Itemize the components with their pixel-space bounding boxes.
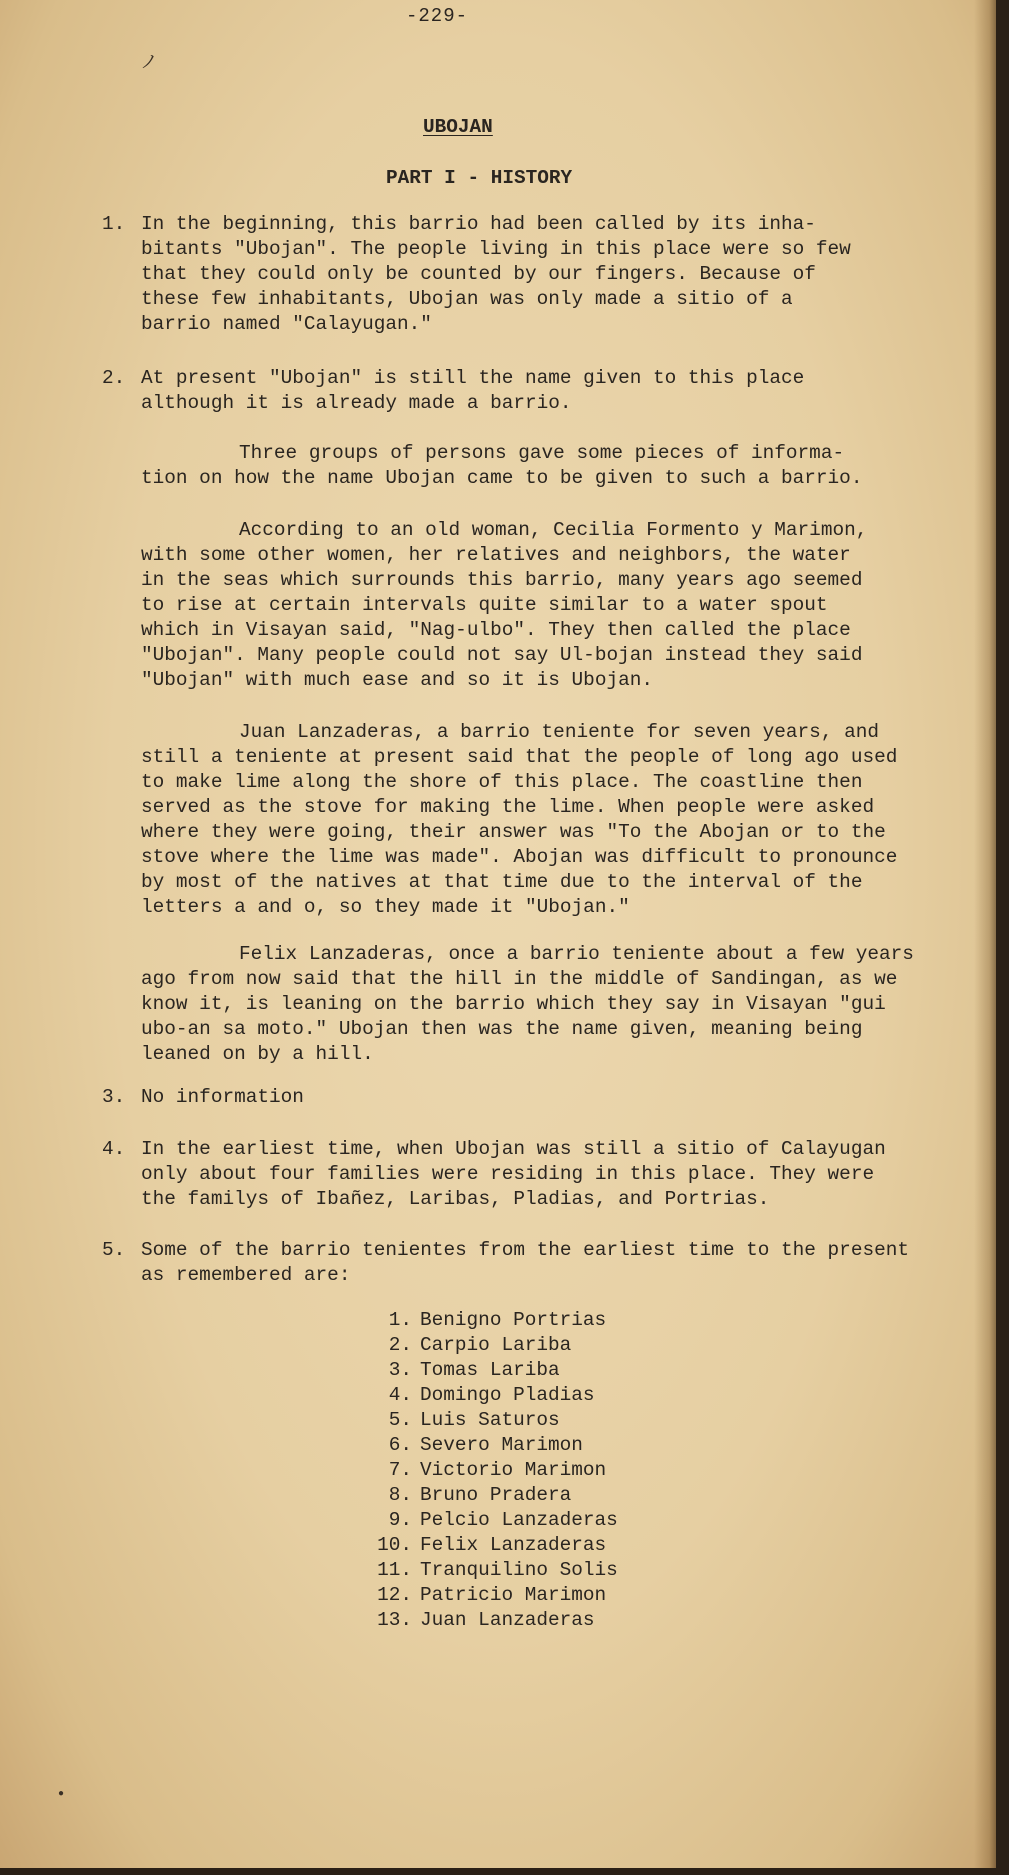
page-title: UBOJAN [423, 116, 493, 138]
page-edge-shadow [974, 0, 996, 1868]
ink-dot: ● [58, 1789, 65, 1800]
list-item: 11. Tranquilino Solis [377, 1559, 618, 1581]
item-text: In the earliest time, when Ubojan was still a sitio of Calayugan only about four families were residing in this place. They were the familys of Ibañez, Laribas, Pladias, and Portrias. [141, 1138, 886, 1210]
list-item: 5. Luis Saturos [388, 1409, 560, 1431]
item-text: No information [141, 1086, 304, 1108]
list-item: 2. Carpio Lariba [388, 1334, 572, 1356]
section-heading: PART I - HISTORY [386, 167, 573, 189]
page-number: -229- [406, 5, 469, 27]
list-item: 8. Bruno Pradera [388, 1484, 572, 1506]
paragraph-intro: Three groups of persons gave some pieces of informa- tion on how the name Ubojan came to be given to such a barrio. [141, 442, 863, 489]
list-item: 1. Benigno Portrias [388, 1309, 607, 1331]
list-item: 12. Patricio Marimon [377, 1584, 607, 1606]
list-item: 6. Severo Marimon [388, 1434, 583, 1456]
paragraph-juan: Juan Lanzaderas, a barrio teniente for seven years, and still a teniente at present said that the people of long ago used to make lime along the shore of this place. The coastline then served as the stove for making the lime. When people were asked where they were going, their answer was "To the Abojan or to the stove where the lime was made". Abojan was difficult to pronounce by most of the natives at that time due to the interval of the letters a and o, so they made it "Ubojan." [141, 721, 898, 918]
list-item: 13. Juan Lanzaderas [377, 1609, 595, 1631]
pencil-mark: ノ [140, 54, 158, 74]
paragraph-cecilia: According to an old woman, Cecilia Formento y Marimon, with some other women, her relatives and neighbors, the water in the seas which surrounds this barrio, many years ago seemed to rise at certain intervals quite similar to a water spout which in Visayan said, "Nag-ulbo". They then called the place "Ubojan". Many people could not say Ul-bojan instead they said "Ubojan" with much ease and so it is Ubojan. [141, 519, 868, 691]
item-text: At present "Ubojan" is still the name given to this place although it is already made a barrio. [141, 367, 805, 414]
list-item: 3. Tomas Lariba [388, 1359, 560, 1381]
list-item: 7. Victorio Marimon [388, 1459, 607, 1481]
list-item: 10. Felix Lanzaderas [377, 1534, 607, 1556]
list-item: 4. Domingo Pladias [388, 1384, 595, 1406]
tenientes-list [362, 1308, 618, 1633]
item-number: 5. [102, 1239, 126, 1261]
item-text: Some of the barrio tenientes from the earliest time to the present as remembered are: [141, 1239, 909, 1286]
item-number: 2. [102, 367, 126, 389]
item-number: 4. [102, 1138, 126, 1160]
paragraph-felix: Felix Lanzaderas, once a barrio teniente about a few years ago from now said that the hill in the middle of Sandingan, as we know it, is leaning on the barrio which they say in Visayan "gui ubo-an sa moto." Ubojan then was the name given, meaning being leaned on by a hill. [141, 943, 914, 1065]
item-text: In the beginning, this barrio had been called by its inha- bitants "Ubojan". The people living in this place were so few that they could only be counted by our fingers. Because of these few inhabitants, Ubojan was only made a sitio of a barrio named "Calayugan." [141, 213, 851, 335]
item-number: 3. [102, 1086, 126, 1108]
list-item: 9. Pelcio Lanzaderas [388, 1509, 618, 1531]
item-number: 1. [102, 213, 126, 235]
